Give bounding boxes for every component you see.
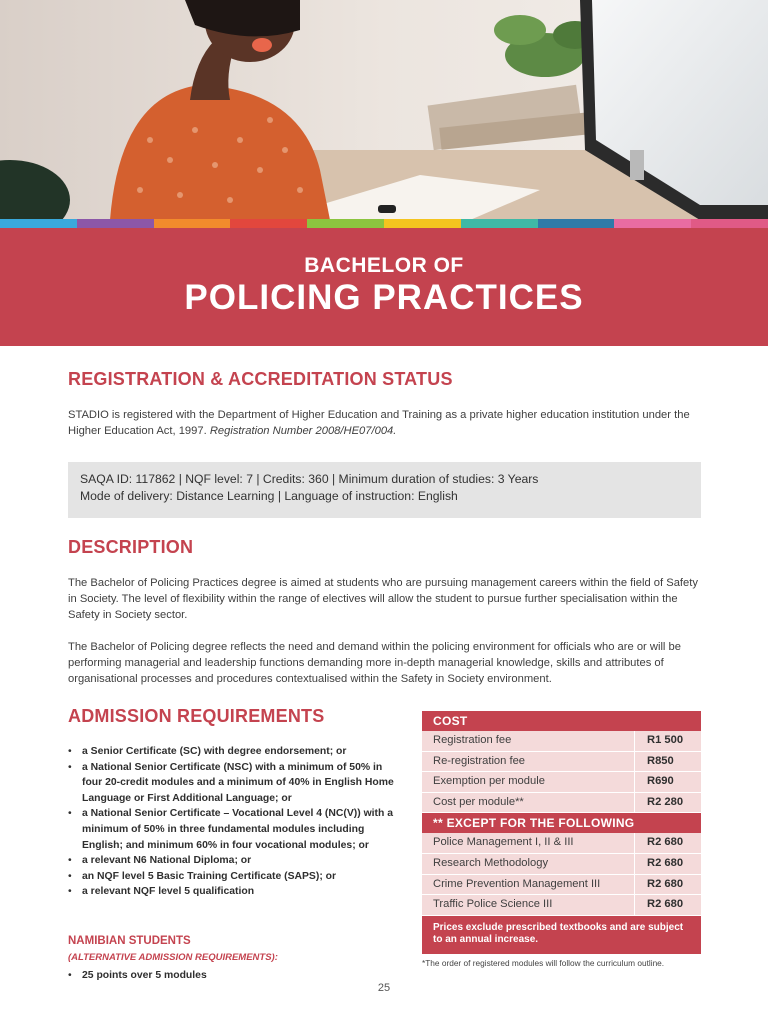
cost-value: R1 500 bbox=[647, 734, 684, 746]
color-strip-segment bbox=[230, 219, 307, 228]
hero-photo bbox=[0, 0, 768, 220]
table-row bbox=[422, 772, 701, 793]
color-strip-segment bbox=[77, 219, 154, 228]
table-row bbox=[422, 854, 701, 875]
table-row bbox=[422, 793, 701, 814]
cost-table bbox=[422, 711, 701, 954]
cost-label: Research Methodology bbox=[422, 854, 635, 874]
color-strip-segment bbox=[538, 219, 615, 228]
table-row bbox=[422, 752, 701, 773]
page-title: POLICING PRACTICES bbox=[184, 278, 584, 317]
list-item: • a relevant NQF level 5 qualification bbox=[68, 884, 398, 900]
list-item: • 25 points over 5 modules bbox=[68, 968, 207, 983]
cost-label: Cost per module** bbox=[422, 793, 635, 813]
price-note: Prices exclude prescribed textbooks and are subject to an annual increase. bbox=[422, 916, 701, 954]
color-strip-segment bbox=[691, 219, 768, 228]
cost-footnote: *The order of registered modules will follow the curriculum outline. bbox=[422, 958, 665, 968]
registration-number: Registration Number 2008/HE07/004. bbox=[209, 425, 397, 437]
info-line-1: SAQA ID: 117862 | NQF level: 7 | Credits: 360 | Minimum duration of studies: 3 Years bbox=[80, 472, 539, 486]
cost-value: R2 680 bbox=[647, 856, 684, 869]
registration-heading: REGISTRATION & ACCREDITATION STATUS bbox=[68, 369, 453, 389]
cost-value: R2 680 bbox=[647, 898, 684, 911]
cost-label: Crime Prevention Management III bbox=[422, 875, 635, 895]
table-row bbox=[422, 895, 701, 916]
title-banner bbox=[0, 228, 768, 346]
list-item: • a relevant N6 National Diploma; or bbox=[68, 853, 398, 869]
hero-illustration bbox=[0, 0, 768, 220]
registration-body: STADIO is registered with the Department of Higher Education and Training as a private higher education institution under the Higher Education Act, 1997. bbox=[68, 409, 690, 437]
cost-value: R850 bbox=[647, 754, 674, 767]
color-strip-segment bbox=[0, 219, 77, 228]
cost-label: Registration fee bbox=[422, 731, 635, 751]
cost-heading: COST bbox=[422, 711, 701, 731]
programme-info-box bbox=[68, 462, 701, 518]
cost-value: R690 bbox=[647, 775, 674, 788]
list-item: • a National Senior Certificate – Vocational Level 4 (NC(V)) with a minimum of 50% in three fundamental modules including English; and minimum 60% in four vocational modules; or bbox=[68, 806, 398, 853]
list-item: • an NQF level 5 Basic Training Certificate (SAPS); or bbox=[68, 869, 398, 885]
color-strip-segment bbox=[154, 219, 231, 228]
cost-value: R2 680 bbox=[647, 836, 684, 849]
cost-value: R2 280 bbox=[647, 795, 684, 808]
namibian-heading: NAMIBIAN STUDENTS bbox=[68, 935, 191, 947]
list-item: • a Senior Certificate (SC) with degree endorsement; or bbox=[68, 744, 398, 760]
pre-title: BACHELOR OF bbox=[304, 254, 464, 277]
table-row bbox=[422, 731, 701, 752]
description-heading: DESCRIPTION bbox=[68, 537, 194, 557]
color-strip-segment bbox=[384, 219, 461, 228]
except-heading: ** EXCEPT FOR THE FOLLOWING bbox=[422, 813, 701, 833]
table-row bbox=[422, 875, 701, 896]
cost-value: R2 680 bbox=[647, 877, 684, 890]
admission-heading: ADMISSION REQUIREMENTS bbox=[68, 706, 325, 726]
namibian-list bbox=[68, 968, 207, 983]
table-row bbox=[422, 833, 701, 854]
cost-label: Re-registration fee bbox=[422, 752, 635, 772]
color-strip-segment bbox=[614, 219, 691, 228]
cost-label: Exemption per module bbox=[422, 772, 635, 792]
info-line-2: Mode of delivery: Distance Learning | Language of instruction: English bbox=[80, 489, 458, 503]
registration-text bbox=[68, 407, 708, 439]
description-paragraph-1: The Bachelor of Policing Practices degree is aimed at students who are pursuing management careers within the field of Safety in Society. The level of flexibility within the range of electives will allow the student to pursue further specialisation within the Safety in Society sector. bbox=[68, 577, 698, 621]
cost-label: Police Management I, II & III bbox=[422, 833, 635, 853]
description-paragraph-2: The Bachelor of Policing degree reflects the need and demand within the policing environment for officials who are or will be performing managerial and leadership functions demanding more in-depth managerial knowledge, skills and attributes of organisational processes and procedures contextualised within the Safety in Society environment. bbox=[68, 641, 681, 685]
cost-label: Traffic Police Science III bbox=[422, 895, 635, 915]
color-strip bbox=[0, 219, 768, 228]
admission-list bbox=[68, 744, 398, 900]
list-item: • a National Senior Certificate (NSC) with a minimum of 50% in four 20-credit modules and a minimum of 40% in English Home Language or First Additional Language; or bbox=[68, 760, 398, 807]
namibian-subheading: (ALTERNATIVE ADMISSION REQUIREMENTS): bbox=[68, 952, 278, 963]
page-number: 25 bbox=[377, 982, 391, 994]
color-strip-segment bbox=[461, 219, 538, 228]
color-strip-segment bbox=[307, 219, 384, 228]
